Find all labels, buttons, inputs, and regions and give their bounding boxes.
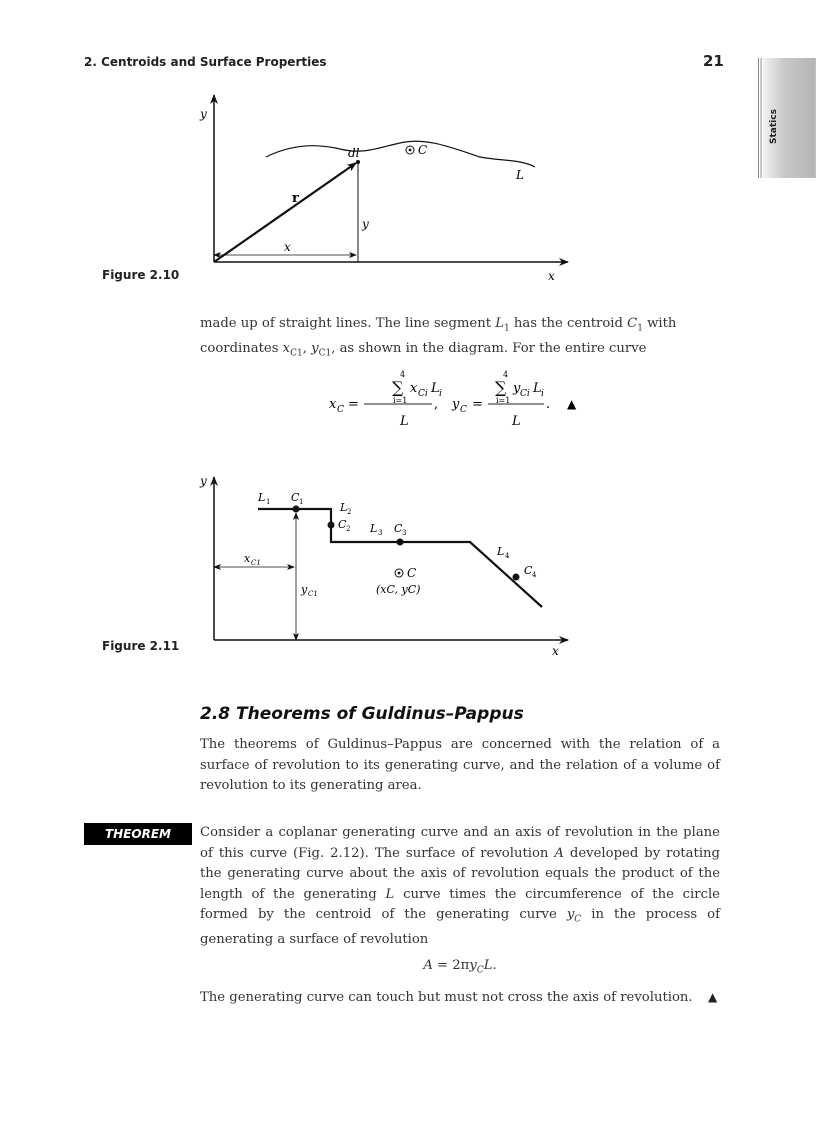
svg-text:L: L	[258, 491, 266, 504]
svg-text:C: C	[407, 566, 417, 580]
end-of-theorem-icon: ▲	[708, 990, 718, 1004]
svg-text:i: i	[541, 389, 544, 399]
svg-text:C1: C1	[308, 590, 318, 598]
svg-text:x: x	[329, 397, 337, 412]
svg-text:L: L	[512, 414, 521, 429]
svg-text:(xC, yC): (xC, yC)	[376, 583, 421, 596]
svg-text:1: 1	[266, 498, 271, 506]
svg-text:L: L	[340, 501, 348, 514]
svg-text:.: .	[546, 397, 551, 412]
svg-text:,: ,	[434, 397, 439, 412]
y-axis-label: y	[200, 107, 207, 121]
svg-text:C: C	[337, 405, 344, 415]
svg-text:3: 3	[402, 529, 407, 537]
svg-text:L: L	[400, 414, 409, 429]
svg-text:L: L	[370, 522, 378, 535]
svg-text:C: C	[524, 564, 533, 577]
svg-text:C: C	[338, 518, 347, 531]
svg-text:1: 1	[299, 498, 304, 506]
figure-2-11-label: Figure 2.11	[102, 639, 180, 653]
svg-text:y: y	[513, 381, 521, 396]
figure-2-11-diagram	[190, 465, 580, 660]
svg-text:y: y	[301, 583, 308, 596]
svg-text:L: L	[497, 545, 505, 558]
svg-text:Ci: Ci	[418, 389, 428, 399]
r-label: r	[292, 191, 299, 206]
paragraph-centroid-lines: made up of straight lines. The line segment $L_1$ has the centroid $C_1$ with coordinates $x_{C1}$, $y_{C1}$, as shown in the diagram. For the entire curve	[200, 316, 677, 359]
svg-text:2: 2	[347, 508, 352, 516]
y-dim-label: y	[362, 217, 369, 231]
svg-text:4: 4	[400, 370, 406, 379]
x-dim-label: x	[284, 240, 291, 254]
svg-text:y: y	[452, 397, 460, 412]
x-axis-label: x	[548, 269, 555, 283]
svg-text:x: x	[410, 381, 418, 396]
curve-L	[266, 141, 535, 167]
svg-text:C: C	[394, 522, 403, 535]
svg-text:i=1: i=1	[393, 396, 408, 405]
svg-text:4: 4	[505, 552, 510, 560]
svg-text:i: i	[439, 389, 442, 399]
svg-text:x: x	[244, 552, 251, 565]
centroid-C1	[293, 506, 300, 513]
centroid-C3	[397, 539, 404, 546]
svg-text:=: =	[472, 397, 483, 412]
svg-text:4: 4	[532, 571, 537, 579]
dl-label: dl	[348, 146, 360, 160]
side-tab	[758, 58, 816, 178]
svg-text:Ci: Ci	[520, 389, 530, 399]
side-tab-label: Statics	[769, 109, 779, 144]
svg-text:3: 3	[378, 529, 383, 537]
svg-text:C: C	[291, 491, 300, 504]
svg-text:x: x	[552, 644, 559, 658]
svg-text:4: 4	[503, 370, 509, 379]
svg-text:y: y	[200, 474, 207, 488]
svg-text:L: L	[431, 381, 440, 396]
figure-2-10-label: Figure 2.10	[102, 268, 180, 282]
centroid-C4	[513, 574, 520, 581]
centroid-equation	[320, 362, 590, 434]
theorem-text: Consider a coplanar generating curve and an axis of revolution in the plane of this curve (Fig. 2.12). The surface of revolution A developed by rotating the generating curve about the axis of revolution equals the product of the length of the generating L curve times the circumference of the circle formed by the centroid of the generating curve $y_C$ in the process of generating a surface of revolution	[200, 825, 720, 948]
svg-text:2: 2	[346, 525, 351, 533]
svg-text:L: L	[533, 381, 542, 396]
figure-2-10-diagram	[190, 85, 590, 290]
svg-text:∑: ∑	[495, 378, 507, 397]
svg-text:∑: ∑	[392, 378, 404, 397]
svg-text:C1: C1	[251, 559, 261, 567]
svg-text:C: C	[460, 405, 467, 415]
svg-text:i=1: i=1	[496, 396, 511, 405]
dl-element	[356, 160, 360, 164]
theorem-closing: The generating curve can touch but must not cross the axis of revolution.	[200, 990, 693, 1005]
section-heading: 2.8 Theorems of Guldinus–Pappus	[200, 704, 524, 724]
end-of-example-icon: ▲	[567, 397, 577, 411]
pappus-equation: $A = 2\pi y_CL$.	[423, 958, 497, 976]
svg-text:=: =	[348, 397, 359, 412]
theorem-badge: THEOREM	[84, 823, 192, 845]
page-number: 21	[703, 52, 724, 70]
running-title: 2. Centroids and Surface Properties	[84, 55, 327, 69]
centroid-C2	[328, 522, 335, 529]
curve-label: L	[516, 168, 524, 182]
centroid-label: C	[418, 143, 428, 157]
section-intro: The theorems of Guldinus–Pappus are concerned with the relation of a surface of revolution to its generating curve, and the relation of a volume of revolution to its generating area.	[200, 737, 720, 793]
